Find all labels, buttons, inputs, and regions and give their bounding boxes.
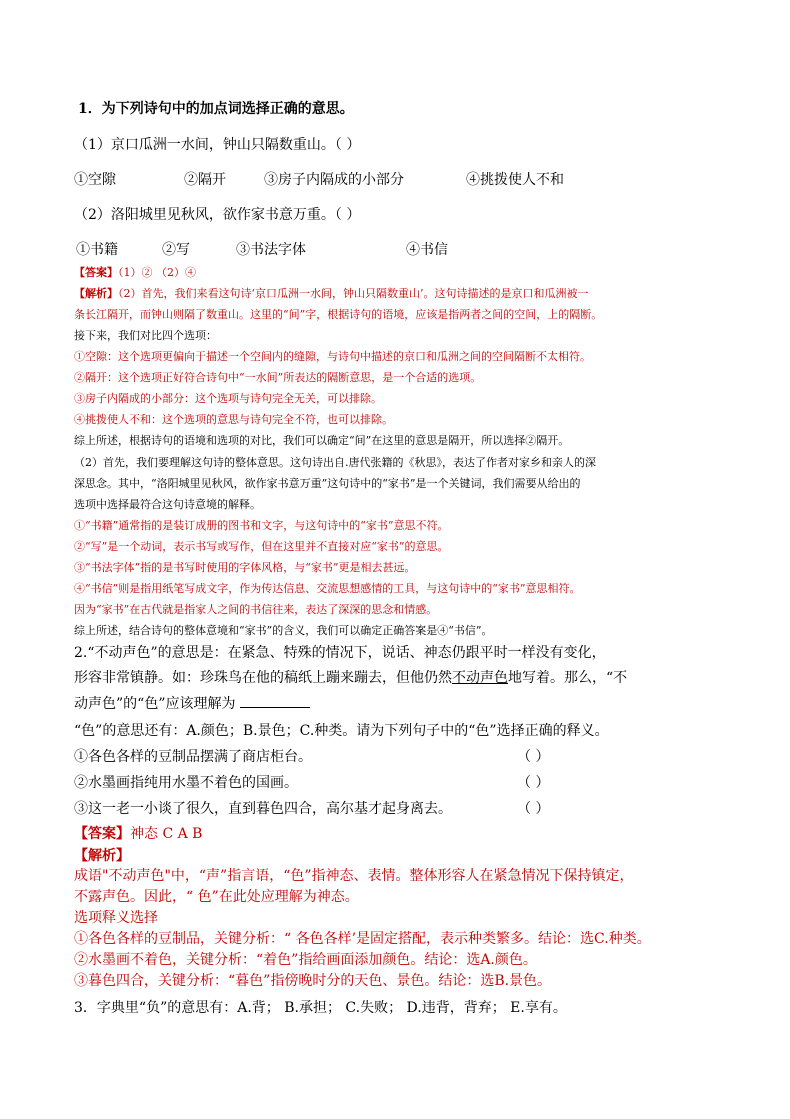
q2-analysis-line: 选项释义选择 bbox=[74, 910, 158, 926]
q2-line: 2.“不动声色”的意思是：在紧急、特殊的情况下，说话、神态仍跟平时一样没有变化， bbox=[74, 645, 606, 661]
q1-analysis-line: ③“书法字体”指的是书写时使用的字体风格，与“家书”更是相去甚远。 bbox=[74, 561, 416, 574]
q1-analysis-line: 因为“家书”在古代就是指家人之间的书信往来，表达了深深的思念和情感。 bbox=[74, 603, 438, 616]
q1-analysis-line: 条长江隔开，而钟山则隔了数重山。这里的“间”字，根据诗句的语境，应该是指两者之间的空间，上的隔断。 bbox=[74, 308, 603, 321]
q1-analysis-line: 综上所述，根据诗句的语境和选项的对比，我们可以确定“间”在这里的意思是隔开，所以选择②隔开。 bbox=[74, 434, 570, 447]
q2-analysis-line: ①各色各样的豆制品，关键分析：“ 各色各样’是固定搭配，表示种类繁多。结论：选C.种类。 bbox=[74, 931, 651, 947]
q2-answer-blank[interactable] bbox=[240, 695, 310, 708]
answer-text: （1）② （2）④ bbox=[118, 266, 196, 279]
q1-analysis-line: ④挑拨使人不和：这个选项的意思与诗句完全不符，也可以排除。 bbox=[74, 413, 393, 426]
q1-answer bbox=[74, 266, 196, 279]
q1-analysis-line: 深思念。其中，“洛阳城里见秋风，欲作家书意万重”这句诗中的“家书”是一个关键词，我们需要从给出的 bbox=[74, 477, 581, 490]
q1-analysis-line: ①空隙：这个选项更偏向于描述一个空间内的缝隙，与诗句中描述的京口和瓜洲之间的空间隔断不太相符。 bbox=[74, 350, 591, 363]
q2-line bbox=[74, 695, 310, 713]
q2-item: ①各色各样的豆制品摆满了商店柜台。 bbox=[74, 749, 312, 765]
q2-line: “色”的意思还有：A.颜色；B.景色；C.种类。请为下列句子中的“色”选择正确的释义。 bbox=[74, 723, 609, 739]
answer-text: 神态 C A B bbox=[130, 826, 203, 842]
q2-item-paren[interactable]: （ ） bbox=[517, 801, 550, 817]
q2-answer bbox=[74, 826, 202, 843]
q1-analysis-line: （2）首先，我们要理解这句诗的整体意思。这句诗出自.唐代张籍的《秋思》，表达了作者对家乡和亲人的深 bbox=[74, 456, 596, 469]
q1-sub2-option: ②写 bbox=[162, 242, 190, 258]
q1-sub1: （1）京口瓜洲一水间，钟山只隔数重山。（ ） bbox=[74, 137, 361, 153]
q1-sub2-option: ④书信 bbox=[406, 242, 448, 258]
q2-text: 形容非常镇静。如：珍珠鸟在他的稿纸上蹦来蹦去，但他仍然 bbox=[74, 670, 452, 686]
q1-sub2: （2）洛阳城里见秋风，欲作家书意万重。（ ） bbox=[74, 207, 361, 223]
q2-text: 地写着。那么，“不 bbox=[508, 670, 628, 686]
q2-item-paren[interactable]: （ ） bbox=[517, 775, 550, 791]
q2-analysis-line: ③暮色四合，关键分析：“暮色”指傍晚时分的天色、景色。结论：选B.景色。 bbox=[74, 973, 552, 989]
q2-line bbox=[74, 670, 627, 687]
q2-analysis-line: 不露声色。因此，“ 色”在此处应理解为神态。 bbox=[74, 889, 359, 905]
answer-label: 【答案】 bbox=[74, 266, 118, 279]
q1-analysis-line: ④“书信”则是指用纸笔写成文字，作为传达信息、交流思想感情的工具，与这句诗中的“家书”意思相符。 bbox=[74, 582, 581, 595]
q2-text: 动声色”的“色”应该理解为 bbox=[74, 696, 236, 712]
q2-underlined-idiom: 不动声色 bbox=[452, 670, 508, 686]
q1-analysis-line bbox=[74, 287, 589, 300]
q1-sub1-option: ④挑拨使人不和 bbox=[466, 172, 564, 188]
q1-analysis-line: ②“写”是一个动词，表示书写或写作，但在这里并不直接对应“家书”的意思。 bbox=[74, 540, 449, 553]
q1-analysis-line: ②隔开：这个选项正好符合诗句中“一水间”所表达的隔断意思，是一个合适的选项。 bbox=[74, 371, 482, 384]
q1-sub2-option: ③书法字体 bbox=[236, 242, 306, 258]
q3-line: 3．字典里“负”的意思有：A.背； B.承担； C.失败； D.违背，背弃； E.享有。 bbox=[74, 1000, 567, 1016]
q1-sub2-option: ①书籍 bbox=[76, 242, 118, 258]
q2-analysis-line: ②水墨画不着色，关键分析：“着色”指给画面添加颜色。结论：选A.颜色。 bbox=[74, 952, 537, 968]
answer-label: 【答案】 bbox=[74, 826, 130, 842]
analysis-label: 【解析】 bbox=[74, 287, 118, 300]
q1-sub1-option: ③房子内隔成的小部分 bbox=[264, 172, 404, 188]
analysis-label: 【解析】 bbox=[74, 848, 130, 864]
analysis-text: （2）首先，我们来看这句诗‘京口瓜洲一水间，钟山只隔数重山’。这句诗描述的是京口和瓜洲被一 bbox=[118, 287, 589, 300]
q1-analysis-line: 接下来，我们对比四个选项： bbox=[74, 329, 217, 342]
q1-sub1-option: ①空隙 bbox=[74, 172, 116, 188]
q1-title: 1．为下列诗句中的加点词选择正确的意思。 bbox=[78, 101, 354, 117]
q1-sub1-option: ②隔开 bbox=[184, 172, 226, 188]
q1-analysis-line: ①“书籍”通常指的是装订成册的图书和文字，与这句诗中的“家书”意思不符。 bbox=[74, 519, 449, 532]
q2-item-paren[interactable]: （ ） bbox=[517, 749, 550, 765]
q1-analysis-line: 选项中选择最符合这句诗意境的解释。 bbox=[74, 498, 261, 511]
q2-item: ②水墨画指纯用水墨不着色的国画。 bbox=[74, 775, 298, 791]
q1-analysis-line: 综上所述，结合诗句的整体意境和“家书”的含义，我们可以确定正确答案是④“书信”。 bbox=[74, 624, 493, 637]
q1-analysis-line: ③房子内隔成的小部分：这个选项与诗句完全无关，可以排除。 bbox=[74, 392, 382, 405]
q2-item: ③这一老一小谈了很久，直到暮色四合，高尔基才起身离去。 bbox=[74, 801, 452, 817]
q2-analysis-line: 成语"不动声色"中，“声”指言语，“色”指神态、表情。整体形容人在紧急情况下保持镇定， bbox=[74, 868, 634, 884]
